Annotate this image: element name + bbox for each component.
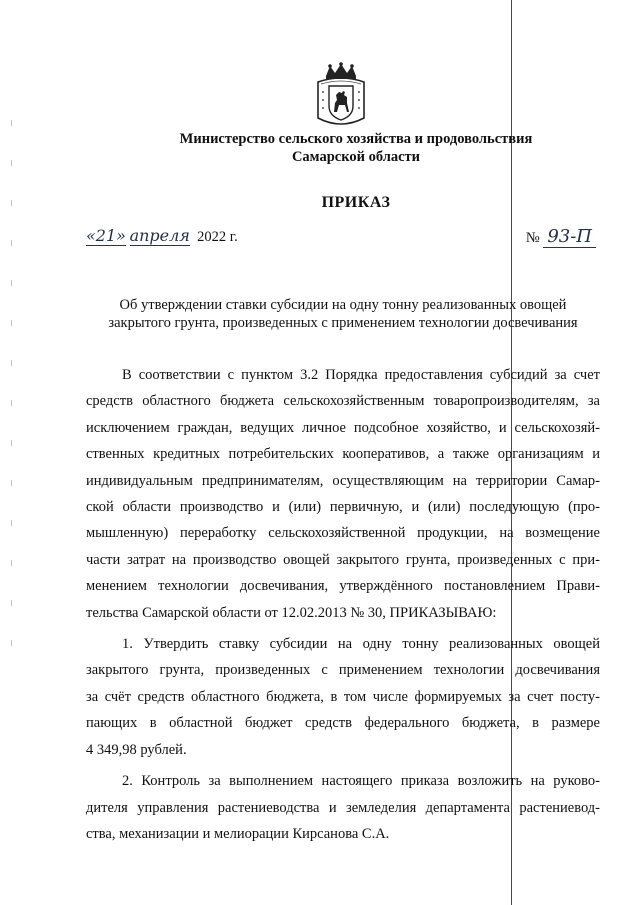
text-line: ства, механизации и мелиорации Кирсанова С.А. — [86, 825, 390, 842]
scan-edge-artifact — [11, 120, 12, 680]
order-date — [86, 226, 238, 246]
text-line: индивидуальным предпринимателям, осуществляющим на территории Самар- — [86, 472, 600, 489]
text-line: В соответствии с пунктом 3.2 Порядка предоставления субсидий за счет — [122, 367, 600, 383]
order-body — [86, 362, 600, 852]
text-line: мышленную) переработку сельскохозяйственной продукции, на возмещение — [86, 525, 600, 542]
subject-line: закрытого грунта, произведенных с применением технологии досвечивания — [108, 315, 578, 331]
subject-line: Об утверждении ставки субсидии на одну тонну реализованных овощей — [119, 297, 567, 313]
ministry-name: Министерство сельского хозяйства и продовольствия — [179, 131, 533, 147]
text-line: 4 349,98 рублей. — [86, 741, 187, 758]
number-prefix: № — [525, 230, 540, 246]
text-line: тельства Самарской области от 12.02.2013 № 30, ПРИКАЗЫВАЮ: — [86, 604, 497, 621]
text-line: средств областного бюджета сельскохозяйственным товаропроизводителям, за — [86, 393, 600, 410]
paragraph-preamble — [86, 362, 600, 626]
order-title: ПРИКАЗ — [321, 194, 391, 211]
handwritten-date-day: «21» — [86, 226, 126, 245]
paragraph-item-1 — [86, 631, 600, 763]
text-line: дителя управления растениеводства и земледелия департамента растениевод- — [86, 799, 600, 816]
paragraph-item-2 — [86, 768, 600, 847]
text-line: за счёт средств областного бюджета, в том числе формируемых за счет посту- — [86, 688, 600, 705]
text-line: пающих в областной бюджет средств федерального бюджета, в размере — [86, 715, 600, 732]
order-number — [526, 226, 596, 247]
handwritten-date-month: апреля — [129, 226, 190, 245]
text-line: закрытого грунта, произведенных с применением технологии досвечивания — [86, 662, 600, 679]
handwritten-order-number: 93-П — [543, 226, 596, 248]
text-line: части затрат на производство овощей закрытого грунта, произведенных с при- — [86, 551, 600, 568]
ministry-region: Самарской области — [291, 149, 421, 165]
text-line: ственных кредитных потребительских кооперативов, а также организациям и — [86, 446, 600, 463]
text-line: исключением граждан, ведущих личное подсобное хозяйство, и сельскохозяй- — [86, 419, 600, 436]
text-line: 2. Контроль за выполнением настоящего приказа возложить на руково- — [122, 773, 600, 790]
text-line: ской области производство и (или) первичную, и (или) последующую (про- — [86, 499, 600, 516]
coat-of-arms-icon — [314, 62, 368, 130]
order-date-number-row — [86, 226, 596, 252]
text-line: менением технологии досвечивания, утверждённого постановлением Прави- — [86, 578, 600, 595]
text-line: 1. Утвердить ставку субсидии на одну тонну реализованных овощей — [122, 636, 600, 653]
order-subject — [86, 296, 600, 332]
date-year: 2022 г. — [197, 229, 238, 245]
